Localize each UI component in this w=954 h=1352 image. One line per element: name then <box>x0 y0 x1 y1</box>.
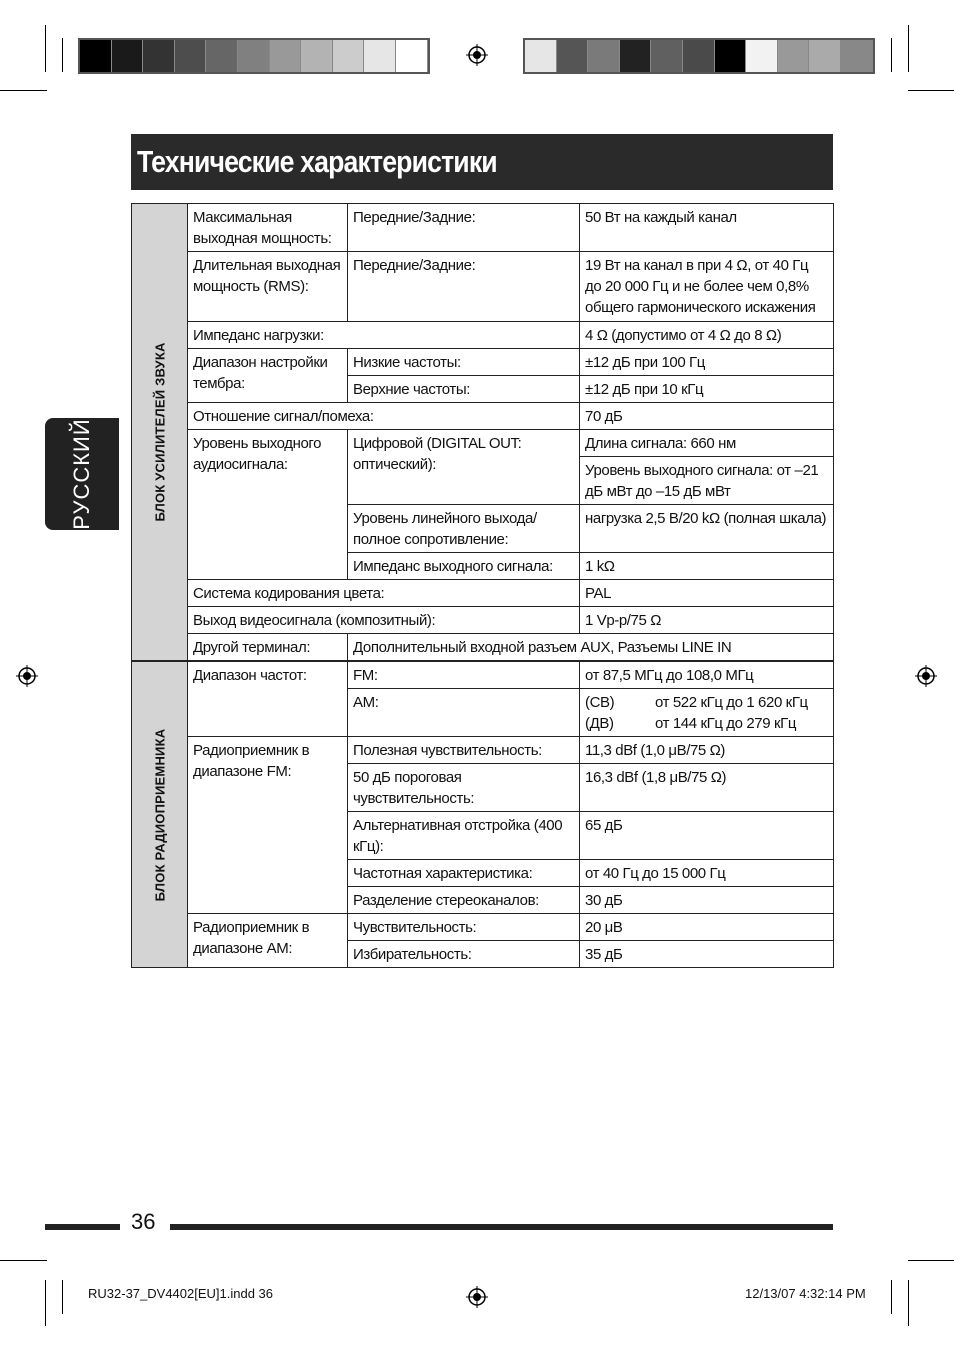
spec-value: нагрузка 2,5 В/20 kΩ (полная шкала) <box>580 505 834 553</box>
color-swatch <box>270 40 302 72</box>
spec-value: 50 Вт на каждый канал <box>580 204 834 252</box>
band-value: от 522 кГц до 1 620 кГц <box>655 694 808 711</box>
page-number: 36 <box>131 1209 156 1234</box>
crop-mark <box>908 1260 954 1261</box>
footer-rule-left <box>45 1224 120 1230</box>
spec-sublabel: Низкие частоты: <box>348 349 580 376</box>
spec-sublabel: 50 дБ пороговая чувствительность: <box>348 764 580 812</box>
spec-label: Диапазон частот: <box>188 662 348 737</box>
spec-label: Система кодирования цвета: <box>188 580 580 607</box>
spec-label: Радиоприемник в диапазоне AM: <box>188 914 348 968</box>
spec-sublabel: Избирательность: <box>348 941 580 968</box>
color-swatch <box>746 40 778 72</box>
crop-mark <box>62 1280 63 1314</box>
band-label: (СВ) <box>585 694 615 711</box>
spec-sublabel: Передние/Задние: <box>348 204 580 252</box>
registration-mark-icon <box>466 44 488 66</box>
crop-mark <box>908 1280 909 1326</box>
footer-rule-right <box>170 1224 833 1230</box>
spec-value: Дополнительный входной разъем AUX, Разъемы LINE IN <box>348 634 834 661</box>
spec-label: Длительная выходная мощность (RMS): <box>188 252 348 322</box>
color-bars-left <box>78 38 430 74</box>
band-value: от 144 кГц до 279 кГц <box>655 715 797 732</box>
crop-mark <box>908 25 909 72</box>
crop-mark <box>891 1280 892 1314</box>
language-tab-label: РУССКИЙ <box>69 418 94 530</box>
spec-value: ±12 дБ при 100 Гц <box>580 349 834 376</box>
spec-sublabel: Альтернативная отстройка (400 кГц): <box>348 812 580 860</box>
section-label-cell <box>132 204 188 661</box>
color-swatch <box>778 40 810 72</box>
spec-sublabel: AM: <box>348 689 580 737</box>
spec-sublabel: Частотная характеристика: <box>348 860 580 887</box>
spec-value: PAL <box>580 580 834 607</box>
spec-sublabel: Уровень линейного выхода/полное сопротивление: <box>348 505 580 553</box>
color-swatch <box>525 40 557 72</box>
language-tab <box>45 418 119 530</box>
spec-label: Радиоприемник в диапазоне FM: <box>188 737 348 914</box>
spec-value: 65 дБ <box>580 812 834 860</box>
color-swatch <box>841 40 873 72</box>
spec-sublabel: Полезная чувствительность: <box>348 737 580 764</box>
footer-file-info: RU32-37_DV4402[EU]1.indd 36 <box>88 1286 274 1301</box>
spec-value: 4 Ω (допустимо от 4 Ω до 8 Ω) <box>580 322 834 349</box>
section-label: БЛОК УСИЛИТЕЛЕЙ ЗВУКА <box>152 342 167 522</box>
color-swatch <box>238 40 270 72</box>
color-swatch <box>588 40 620 72</box>
color-swatch <box>809 40 841 72</box>
color-swatch <box>333 40 365 72</box>
spec-label: Уровень выходного аудиосигнала: <box>188 430 348 580</box>
spec-label: Максимальная выходная мощность: <box>188 204 348 252</box>
color-swatch <box>301 40 333 72</box>
spec-value: 20 μB <box>580 914 834 941</box>
spec-sublabel: FM: <box>348 662 580 689</box>
spec-value: 35 дБ <box>580 941 834 968</box>
spec-label: Выход видеосигнала (композитный): <box>188 607 580 634</box>
registration-mark-icon <box>16 665 38 687</box>
spec-value <box>580 689 834 737</box>
color-swatch <box>175 40 207 72</box>
spec-value: от 40 Гц до 15 000 Гц <box>580 860 834 887</box>
spec-value: Уровень выходного сигнала: от –21 дБ мВт до –15 дБ мВт <box>580 457 834 505</box>
crop-mark <box>62 38 63 72</box>
page-title: Технические характеристики <box>137 144 497 179</box>
spec-value: 70 дБ <box>580 403 834 430</box>
footer-timestamp: 12/13/07 4:32:14 PM <box>745 1286 866 1301</box>
spec-label: Другой терминал: <box>188 634 348 661</box>
spec-value: Длина сигнала: 660 нм <box>580 430 834 457</box>
crop-mark <box>908 90 954 91</box>
spec-value: 19 Вт на канал в при 4 Ω, от 40 Гц до 20 000 Гц и не более чем 0,8% общего гармонического искажения <box>580 252 834 322</box>
spec-label: Отношение сигнал/помеха: <box>188 403 580 430</box>
color-swatch <box>80 40 112 72</box>
title-bar <box>131 134 833 190</box>
registration-mark-icon <box>915 665 937 687</box>
color-swatch <box>396 40 428 72</box>
spec-label: Диапазон настройки тембра: <box>188 349 348 403</box>
color-swatch <box>683 40 715 72</box>
amplifier-spec-table <box>131 203 834 661</box>
spec-sublabel: Разделение стереоканалов: <box>348 887 580 914</box>
spec-value: 1 Vp-p/75 Ω <box>580 607 834 634</box>
spec-sublabel: Чувствительность: <box>348 914 580 941</box>
section-label-cell <box>132 662 188 968</box>
color-swatch <box>206 40 238 72</box>
spec-sublabel: Передние/Задние: <box>348 252 580 322</box>
registration-mark-icon <box>466 1286 488 1308</box>
crop-mark <box>0 90 47 91</box>
spec-value: 16,3 dBf (1,8 μB/75 Ω) <box>580 764 834 812</box>
color-swatch <box>620 40 652 72</box>
spec-value: 1 kΩ <box>580 553 834 580</box>
crop-mark <box>45 1280 46 1326</box>
section-label: БЛОК РАДИОПРИЕМНИКА <box>152 728 167 901</box>
color-bars-right <box>523 38 875 74</box>
color-swatch <box>364 40 396 72</box>
spec-value: 11,3 dBf (1,0 μB/75 Ω) <box>580 737 834 764</box>
spec-value: 30 дБ <box>580 887 834 914</box>
spec-label: Импеданс нагрузки: <box>188 322 580 349</box>
band-label: (ДВ) <box>585 715 614 732</box>
color-swatch <box>557 40 589 72</box>
crop-mark <box>891 38 892 72</box>
color-swatch <box>143 40 175 72</box>
spec-sublabel: Цифровой (DIGITAL OUT: оптический): <box>348 430 580 505</box>
crop-mark <box>0 1260 47 1261</box>
color-swatch <box>651 40 683 72</box>
color-swatch <box>112 40 144 72</box>
spec-value: от 87,5 МГц до 108,0 МГц <box>580 662 834 689</box>
crop-mark <box>45 25 46 72</box>
spec-sublabel: Импеданс выходного сигнала: <box>348 553 580 580</box>
spec-value: ±12 дБ при 10 кГц <box>580 376 834 403</box>
color-swatch <box>715 40 747 72</box>
spec-sublabel: Верхние частоты: <box>348 376 580 403</box>
tuner-spec-table <box>131 661 834 968</box>
